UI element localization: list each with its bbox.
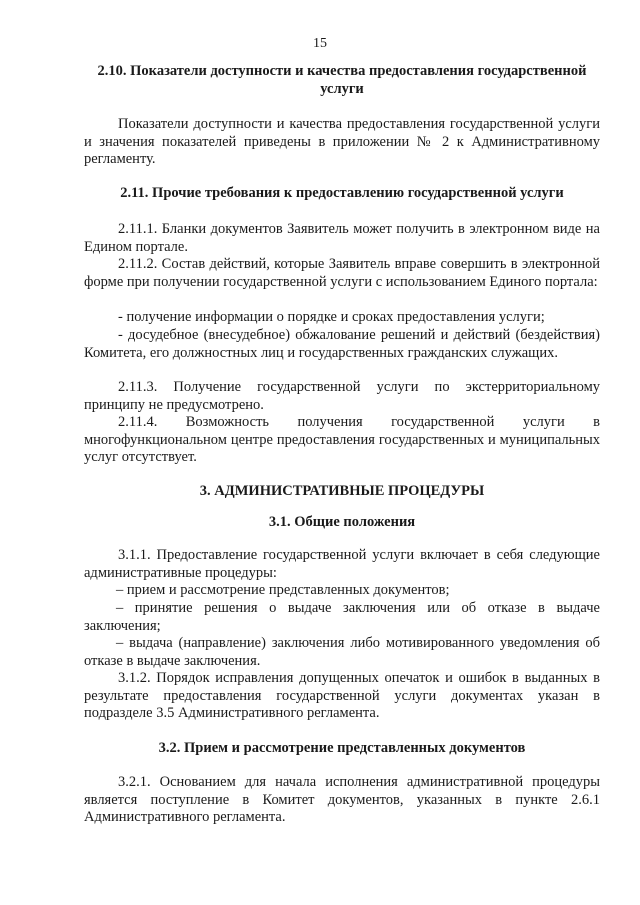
paragraph-3-2-1: 3.2.1. Основанием для начала исполнения административной процедуры является поступление в Комитет документов, указанных в пункте 2.6.1 Административного регламента. (84, 774, 600, 825)
section-2-10-title: 2.10. Показатели доступности и качества предоставления государственной услуги (97, 63, 587, 97)
paragraph-2-11-4: 2.11.4. Возможность получения государственной услуги в многофункциональном центре предоставления государственных и муниципальных услуг отсутствует. (84, 414, 600, 465)
paragraph-2-11-1: 2.11.1. Бланки документов Заявитель может получить в электронном виде на Едином портале. (84, 221, 600, 255)
dash-item-decision: – принятие решения о выдаче заключения или об отказе в выдаче заключения; (84, 600, 600, 634)
paragraph-2-11-3: 2.11.3. Получение государственной услуги по экстерриториальному принципу не предусмотрено. (84, 379, 600, 413)
section-2-11-title: 2.11. Прочие требования к предоставлению государственной услуги (120, 185, 564, 201)
subsection-3-1-title: 3.1. Общие положения (268, 514, 416, 530)
section-2-10-paragraph: Показатели доступности и качества предоставления государственной услуги и значения показателей приведены в приложении № 2 к Административному регламенту. (84, 116, 600, 167)
dash-item-issue: – выдача (направление) заключения либо мотивированного уведомления об отказе в выдаче заключения. (84, 635, 600, 669)
list-item-info: - получение информации о порядке и сроках предоставления услуги; (118, 309, 545, 325)
section-3-title: 3. АДМИНИСТРАТИВНЫЕ ПРОЦЕДУРЫ (199, 483, 485, 499)
subsection-3-2-title: 3.2. Прием и рассмотрение представленных документов (158, 740, 526, 756)
list-item-appeal: - досудебное (внесудебное) обжалование решений и действий (бездействия) Комитета, его должностных лиц и государственных гражданских служащих. (84, 327, 600, 361)
paragraph-3-1-1: 3.1.1. Предоставление государственной услуги включает в себя следующие административные процедуры: (84, 547, 600, 581)
dash-item-receive: – прием и рассмотрение представленных документов; (116, 582, 450, 598)
paragraph-2-11-2: 2.11.2. Состав действий, которые Заявитель вправе совершить в электронной форме при получении государственной услуги с использованием Единого портала: (84, 256, 600, 290)
paragraph-3-1-2: 3.1.2. Порядок исправления допущенных опечаток и ошибок в выданных в результате предоставления государственной услуги документах указан в подразделе 3.5 Административного регламента. (84, 670, 600, 721)
page-number: 15 (313, 36, 327, 51)
